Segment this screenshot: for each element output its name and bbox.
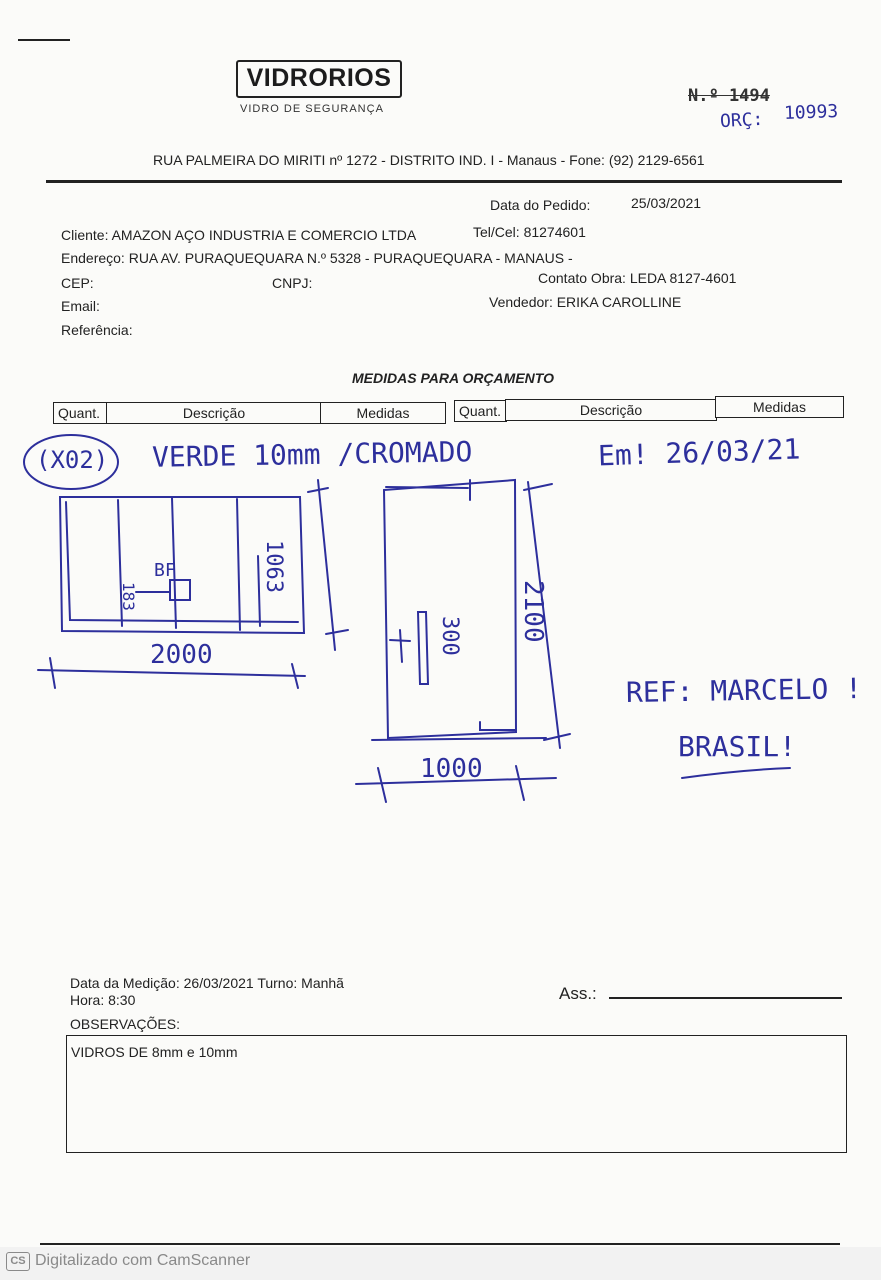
door-top-line — [386, 487, 468, 488]
handwritten-em-date: Em! 26/03/21 — [597, 432, 801, 473]
handwritten-quantity: (X02) — [36, 446, 109, 474]
handwritten-ref-name: BRASIL! — [678, 730, 797, 763]
door-bottom-mark — [480, 722, 516, 730]
cep-label: CEP: — [61, 275, 94, 291]
window-track — [258, 556, 260, 626]
order-date-label: Data do Pedido: — [490, 197, 591, 213]
header-quant-left: Quant. — [53, 402, 108, 424]
dim-tick-a — [50, 658, 55, 688]
door-handle — [418, 612, 428, 684]
signature-line[interactable] — [609, 997, 842, 999]
bottom-divider — [40, 1243, 840, 1245]
camscanner-logo: CS — [6, 1252, 30, 1271]
dim-tick-d — [326, 630, 348, 634]
handwritten-description: VERDE 10mm /CROMADO — [151, 435, 473, 474]
dim-line-width-1 — [38, 670, 305, 676]
handwritten-width-2: 1000 — [420, 754, 483, 784]
header-quant-right: Quant. — [454, 400, 507, 422]
signature-label: Ass.: — [559, 984, 597, 1003]
company-address: RUA PALMEIRA DO MIRITI nº 1272 - DISTRITO IND. I - Manaus - Fone: (92) 2129-6561 — [153, 152, 705, 168]
order-number-struck: N.º 1494 — [688, 86, 770, 106]
door-handle-left — [400, 630, 402, 662]
section-title: MEDIDAS PARA ORÇAMENTO — [352, 370, 554, 386]
measurement-time: Hora: 8:30 — [70, 992, 136, 1008]
observations-box — [66, 1035, 847, 1153]
header-measures-right: Medidas — [715, 396, 844, 418]
handwritten-height-2: 2100 — [518, 580, 548, 643]
observations-label: OBSERVAÇÕES: — [70, 1016, 180, 1032]
client-address: Endereço: RUA AV. PURAQUEQUARA N.º 5328 - PURAQUEQUARA - MANAUS - — [61, 250, 573, 266]
order-date-value: 25/03/2021 — [631, 195, 702, 211]
logo-subtitle: VIDRO DE SEGURANÇA — [240, 103, 384, 115]
dim-tick-g — [378, 768, 386, 802]
scanner-watermark: Digitalizado com CamScanner — [35, 1252, 251, 1269]
lock-box — [170, 580, 190, 600]
dim-line-height-1 — [318, 480, 335, 650]
observations-text: VIDROS DE 8mm e 10mm — [71, 1044, 238, 1060]
header-measures-left: Medidas — [320, 402, 446, 424]
client-phone: Tel/Cel: 81274601 — [473, 224, 586, 240]
handwritten-ref: REF: MARCELO ! — [625, 671, 863, 710]
handwritten-bf: BF — [154, 560, 176, 581]
handwritten-width-1: 2000 — [150, 640, 213, 670]
email-label: Email: — [61, 298, 100, 314]
door-handle-bar — [390, 640, 410, 641]
handwritten-handle-size: 300 — [437, 616, 462, 656]
door-frame — [384, 480, 516, 738]
cnpj-label: CNPJ: — [272, 275, 313, 291]
reference-label: Referência: — [61, 322, 133, 338]
header-description-left: Descrição — [106, 402, 322, 424]
header-description-right: Descrição — [505, 399, 717, 421]
dim-tick-h — [516, 766, 524, 800]
orc-number: 10993 — [783, 101, 839, 124]
logo-text: VIDRORIOS — [246, 64, 392, 92]
window-mullion-3 — [237, 499, 240, 630]
orc-label: ORÇ: — [719, 108, 764, 133]
handwritten-height-1: 1063 — [261, 540, 286, 593]
measurement-date: Data da Medição: 26/03/2021 Turno: Manhã — [70, 975, 344, 991]
ref-underline — [682, 768, 790, 778]
site-contact: Contato Obra: LEDA 8127-4601 — [538, 270, 737, 286]
seller-name: Vendedor: ERIKA CAROLLINE — [489, 294, 682, 310]
dim-tick-f — [544, 734, 570, 740]
client-name: Cliente: AMAZON AÇO INDUSTRIA E COMERCIO LTDA — [61, 227, 417, 243]
handwritten-small-dim: 183 — [119, 582, 138, 611]
